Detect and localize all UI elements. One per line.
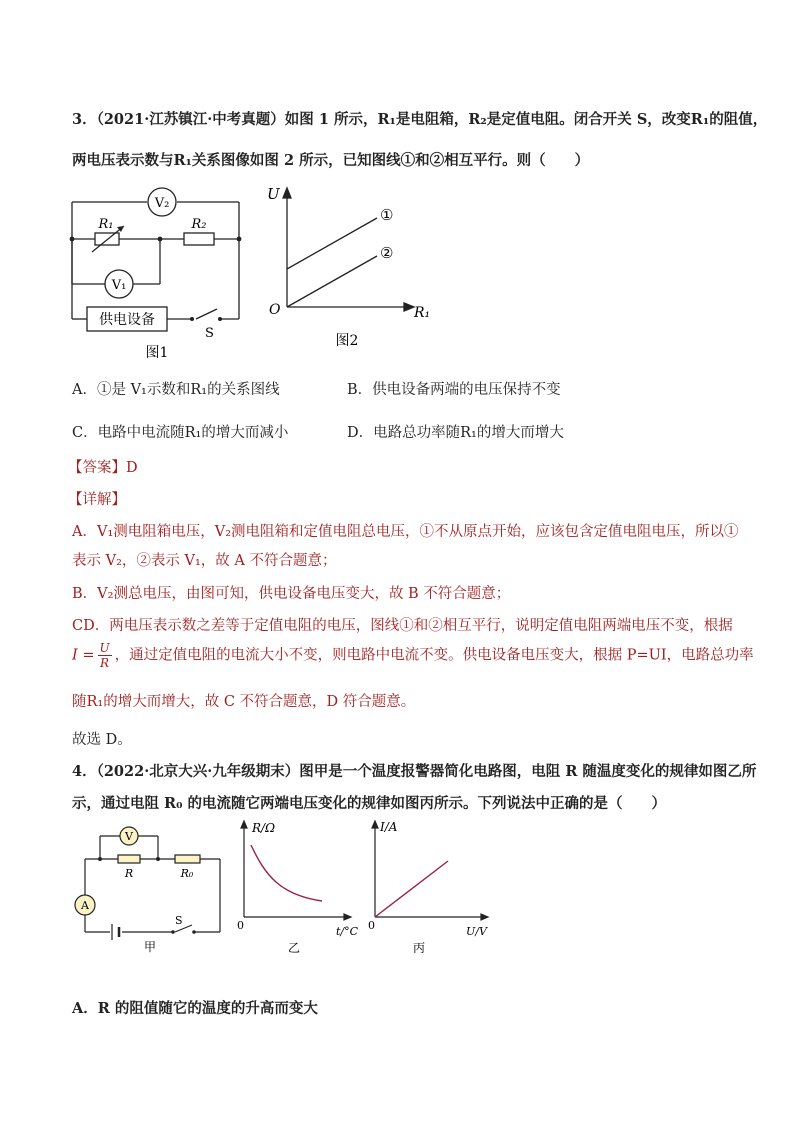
svg-text:R₂: R₂ — [191, 217, 207, 232]
detail-b: B．V₂测总电压，由图可知，供电设备电压变大，故 B 不符合题意； — [72, 586, 511, 602]
y-axis-label: U — [267, 185, 280, 203]
svg-text:V₁: V₁ — [111, 278, 127, 293]
figure1-caption: 图1 — [145, 345, 169, 361]
q4-stem-line1: 4．（2022·北京大兴·九年级期末）图甲是一个温度报警器简化电路图，电阻 R 随温度变化的规律如图乙所 — [72, 763, 757, 780]
detail-title: 【详解】 — [68, 492, 126, 508]
svg-text:R₁: R₁ — [98, 217, 114, 232]
detail-cd-line1: CD．两电压表示数之差等于定值电阻的电压，图线①和②相互平行，说明定值电阻两端电压不变，根据 — [72, 618, 733, 634]
r1-resistor-box — [92, 217, 124, 252]
q4-option-a: A．R 的阻值随它的温度的升高而变大 — [72, 1000, 318, 1017]
voltmeter — [120, 827, 138, 845]
r0-resistor — [175, 855, 200, 880]
q3-figure2-graph — [262, 182, 442, 354]
q3-option-a: A．①是 V₁示数和R₁的关系图线 — [72, 382, 280, 398]
q3-option-c: C．电路中电流随R₁的增大而减小 — [72, 425, 289, 441]
svg-text:供电设备: 供电设备 — [99, 312, 155, 328]
svg-text:V₂: V₂ — [154, 196, 170, 211]
origin-label: 0 — [237, 919, 244, 932]
r-resistor — [118, 855, 140, 880]
q4-figure-yi-graph — [230, 815, 360, 960]
svg-text:R₀: R₀ — [180, 867, 194, 880]
x-axis-label: t/°C — [336, 925, 359, 938]
switch-label: S — [205, 326, 214, 341]
q3-stem-line1: 3．（2021·江苏镇江·中考真题）如图 1 所示，R₁是电阻箱，R₂是定值电阻。闭合开关 S，改变R₁的阻值， — [72, 111, 768, 128]
q3-figure1-circuit — [62, 182, 252, 362]
q3-option-d: D．电路总功率随R₁的增大而增大 — [347, 425, 564, 441]
conclusion: 故选 D。 — [72, 732, 132, 748]
x-axis-label: U/V — [466, 925, 487, 938]
y-axis-label: R/Ω — [252, 821, 276, 835]
svg-text:R: R — [124, 867, 134, 880]
q4-figure-bing-graph — [362, 815, 502, 960]
svg-text:V: V — [125, 830, 133, 843]
y-axis-label: I/A — [380, 820, 398, 834]
ammeter — [75, 895, 95, 915]
formula-fraction: $\frac{U}{R}$ — [99, 641, 110, 670]
r2-resistor — [184, 217, 214, 245]
v2-meter — [148, 188, 176, 216]
line2-label: ② — [380, 244, 394, 262]
figure2-caption: 图2 — [335, 333, 359, 349]
detail-a-line1: A．V₁测电阻箱电压，V₂测电阻箱和定值电阻总电压，①不从原点开始，应该包含定值电阻电压，所以① — [72, 524, 739, 540]
answer-label: 【答案】D — [68, 460, 138, 476]
x-axis-label: R₁ — [414, 305, 431, 321]
q4-stem-line2: 示，通过电阻 R₀ 的电流随它两端电压变化的规律如图丙所示。下列说法中正确的是（ ） — [72, 795, 666, 812]
origin-label: 0 — [368, 919, 375, 932]
switch-label: S — [175, 914, 183, 927]
graph-line-1 — [287, 218, 377, 269]
line1-label: ① — [380, 206, 394, 224]
detail-a-line2: 表示 V₂，②表示 V₁，故 A 不符合题意； — [72, 553, 337, 569]
power-supply-box — [87, 307, 167, 331]
figure-jia-caption: 甲 — [143, 940, 157, 954]
q3-option-b: B．供电设备两端的电压保持不变 — [347, 382, 561, 398]
figure-yi-caption: 乙 — [287, 941, 301, 955]
resistance-temperature-curve — [251, 845, 322, 901]
q4-figure-jia-circuit — [70, 820, 230, 960]
formula-lhs: I = — [72, 647, 95, 664]
figure-bing-caption: 丙 — [412, 941, 426, 955]
detail-cd-line2-text: ，通过定值电阻的电流大小不变，则电路中电流不变。供电设备电压变大，根据 P=UI，电路总功率 — [114, 647, 754, 664]
svg-text:A: A — [81, 899, 89, 912]
graph-line-2 — [287, 256, 377, 307]
detail-cd-line2 — [72, 642, 754, 669]
q3-stem-line2: 两电压表示数与R₁关系图像如图 2 所示，已知图线①和②相互平行。则（ ） — [72, 152, 590, 169]
detail-cd-line3: 随R₁的增大而增大，故 C 不符合题意，D 符合题意。 — [72, 694, 416, 710]
v1-meter — [105, 270, 133, 298]
current-voltage-line — [375, 861, 448, 917]
origin-label: O — [269, 302, 281, 318]
